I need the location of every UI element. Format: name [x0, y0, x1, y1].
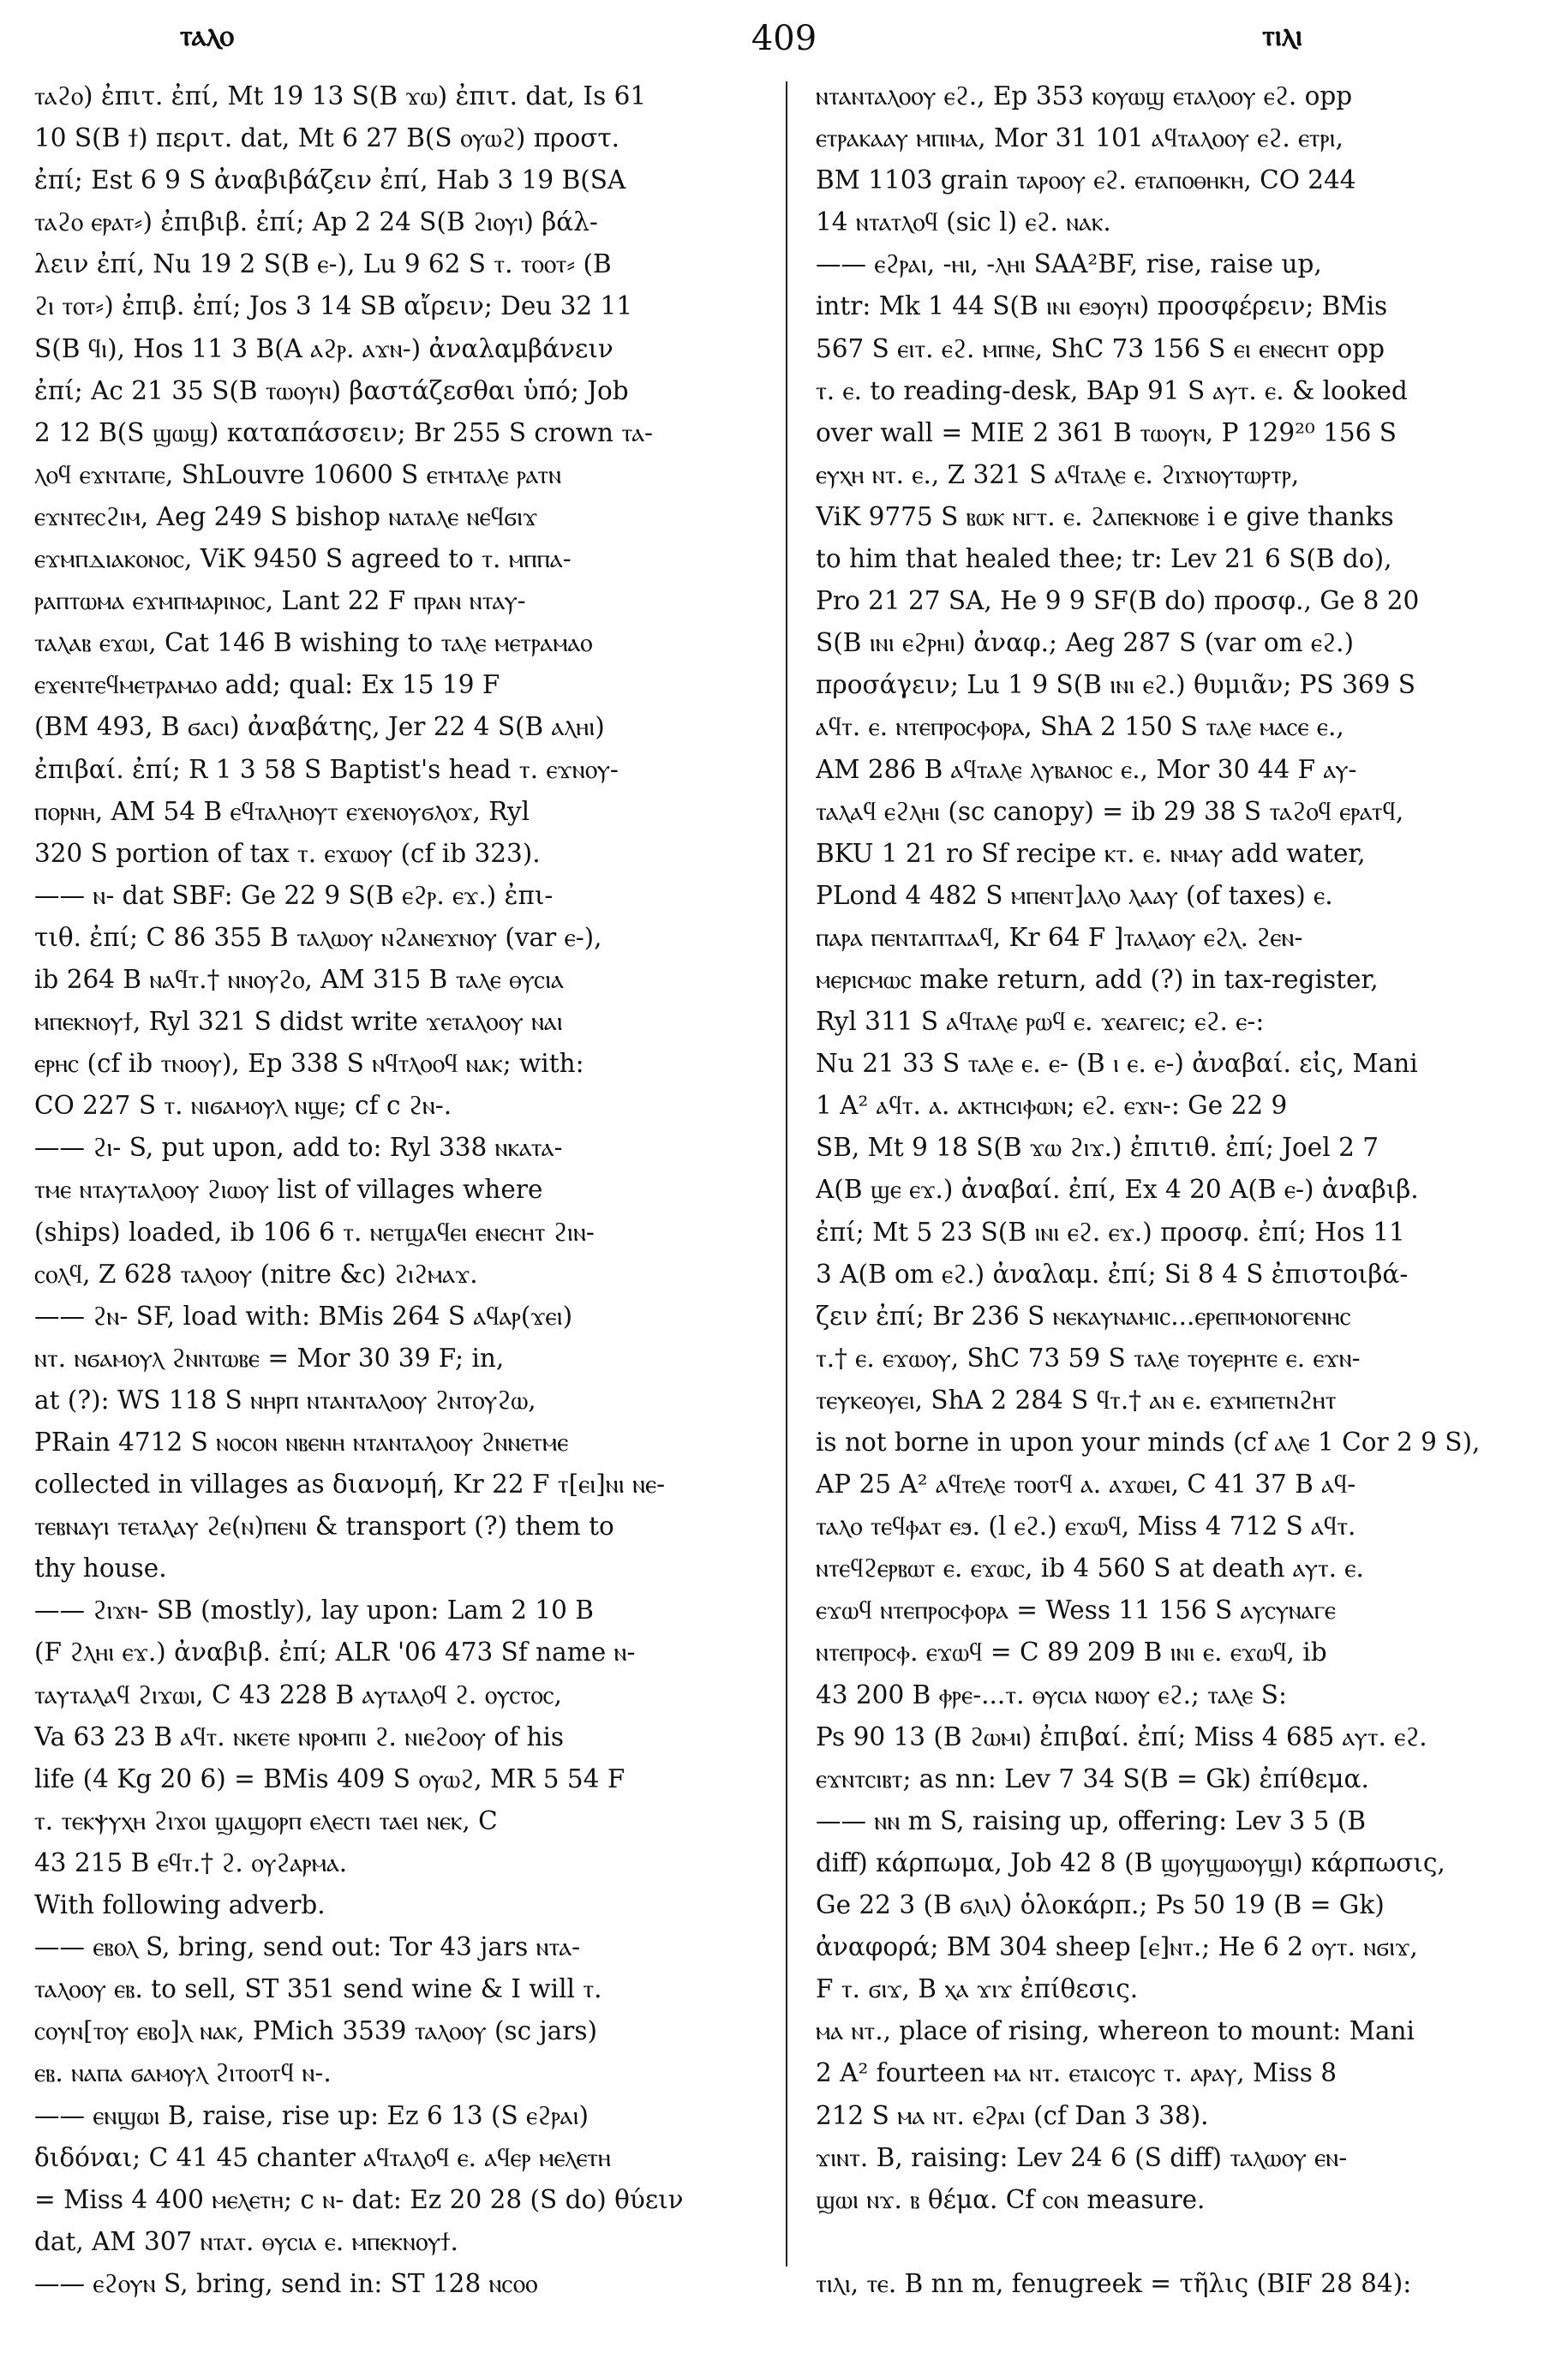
text-line: ⲙⲡⲉⲕⲛⲟⲩϯ, Ryl 321 S didst write ϫⲉⲧⲁⲗⲟⲟⲩ ⲛⲁⲓ	[34, 1007, 563, 1037]
text-line: —— ⲛⲛ m S, raising up, offering: Lev 3 5 (B	[816, 1805, 1367, 1835]
text-line: ⲉⲣⲏⲥ (cf ib ⲧⲛⲟⲟⲩ), Ep 338 S ⲛϥⲧⲗⲟⲟϥ ⲛⲁⲕ; with:	[34, 1049, 584, 1079]
text-line: Ge 22 3 (B ϭⲗⲓⲗ) ὁλοκάρπ.; Ps 50 19 (B = Gk)	[816, 1890, 1385, 1920]
text-line	[816, 2221, 1544, 2263]
text-line: intr: Mk 1 44 S(B ⲓⲛⲓ ⲉϧⲟⲩⲛ) προσφέρειν; BMis	[816, 291, 1388, 321]
text-line: 43 200 B ⲫⲣⲉ-...ⲧ. ⲑⲩⲥⲓⲁ ⲛⲱⲟⲩ ⲉϩ.; ⲧⲁⲗⲉ S:	[816, 1679, 1287, 1709]
text-line: Ps 90 13 (B ϩⲱⲙⲓ) ἐπιβαί. ἐπί; Miss 4 685 ⲁⲩⲧ. ⲉϩ.	[816, 1721, 1427, 1751]
text-line: (BM 493, B ϭⲁⲥⲓ) ἀναβάτης, Jer 22 4 S(B ⲁⲗⲏⲓ)	[34, 712, 605, 742]
text-line: ἐπιβαί. ἐπί; R 1 3 58 S Baptist's head ⲧ. ⲉϫⲛⲟⲩ-	[34, 754, 619, 784]
text-line: Nu 21 33 S ⲧⲁⲗⲉ ⲉ. ⲉ- (B ⲓ ⲉ. ⲉ-) ἀναβαί. εἰς, Mani	[816, 1049, 1418, 1079]
text-line: Va 63 23 B ⲁϥⲧ. ⲛⲕⲉⲧⲉ ⲛⲣⲟⲙⲡⲓ ϩ. ⲛⲓⲉϩⲟⲟⲩ of his	[34, 1721, 565, 1751]
text-line: 10 S(B ϯ) περιτ. dat, Mt 6 27 B(S ⲟⲩⲱϩ) προστ.	[34, 123, 620, 153]
text-line: ⲧⲁⲗⲁϥ ⲉϩⲗⲏⲓ (sc canopy) = ib 29 38 S ⲧⲁϩⲟϥ ⲉⲣⲁⲧϥ,	[816, 796, 1404, 826]
text-line: 14 ⲛⲧⲁⲧⲗⲟϥ (sic l) ⲉϩ. ⲛⲁⲕ.	[816, 207, 1111, 237]
text-line: 1 A² ⲁϥⲧ. ⲁ. ⲁⲕⲧⲏⲥⲓⲫⲱⲛ; ⲉϩ. ⲉϫⲛ-: Ge 22 9	[816, 1091, 1288, 1121]
page-header	[43, 10, 1525, 70]
text-line: PRain 4712 S ⲛⲟⲥⲟⲛ ⲛⲃⲉⲛⲏ ⲛⲧⲁⲛⲧⲁⲗⲟⲟⲩ ϩⲛⲛⲉⲧⲙⲉ	[34, 1428, 569, 1457]
text-line: AM 286 B ⲁϥⲧⲁⲗⲉ ⲗⲩⲃⲁⲛⲟⲥ ⲉ., Mor 30 44 F ⲁⲩ-	[816, 754, 1357, 784]
text-line: ⲉϫⲛⲧⲉⲥϩⲓⲙ, Aeg 249 S bishop ⲛⲁⲧⲁⲗⲉ ⲛⲉϥϭⲓϫ	[34, 501, 538, 531]
text-line: ⲧⲁⲩⲧⲁⲗⲁϥ ϩⲓϫⲱⲓ, C 43 228 B ⲁⲩⲧⲁⲗⲟϥ ϩ. ⲟⲩⲥⲧⲟⲥ,	[34, 1679, 562, 1709]
right-column	[816, 75, 1544, 2346]
text-line: —— ⲉϩⲣⲁⲓ, -ⲏⲓ, -ⲗⲏⲓ SAA²BF, rise, raise up,	[816, 249, 1322, 279]
text-line: 2 A² fourteen ⲙⲁ ⲛⲧ. ⲉⲧⲁⲓⲥⲟⲩⲥ ⲧ. ⲁⲣⲁⲩ, Miss 8	[816, 2058, 1338, 2088]
text-line: ⲡⲟⲣⲛⲏ, AM 54 B ⲉϥⲧⲁⲗⲏⲟⲩⲧ ⲉϫⲉⲛⲟⲩϭⲗⲟϫ, Ryl	[34, 796, 530, 826]
text-line: BM 1103 grain ⲧⲁⲣⲟⲟⲩ ⲉϩ. ⲉⲧⲁⲡⲟⲑⲏⲕⲏ, CO 244	[816, 165, 1356, 195]
text-line: = Miss 4 400 ⲙⲉⲗⲉⲧⲏ; c ⲛ- dat: Ez 20 28 (S do) θύειν	[34, 2184, 684, 2214]
text-line: ⲧⲁⲗⲁⲃ ⲉϫⲱⲓ, Cat 146 B wishing to ⲧⲁⲗⲉ ⲙⲉⲧⲣⲁⲙⲁⲟ	[34, 628, 593, 658]
text-line: ζειν ἐπί; Br 236 S ⲛⲉⲕⲁⲩⲛⲁⲙⲓⲥ...ⲉⲣⲉⲡⲙⲟⲛⲟⲅⲉⲛⲏⲥ	[816, 1301, 1351, 1331]
text-line: ⲧ.† ⲉ. ⲉϫⲱⲟⲩ, ShC 73 59 S ⲧⲁⲗⲉ ⲧⲟⲩⲉⲣⲏⲧⲉ ⲉ. ⲉϫⲛ-	[816, 1343, 1361, 1373]
text-line: ἐπί; Est 6 9 S ἀναβιβάζειν ἐπί, Hab 3 19 B(SA	[34, 165, 626, 195]
text-line: (F ϩⲗⲏⲓ ⲉϫ.) ἀναβιβ. ἐπί; ALR '06 473 Sf name ⲛ-	[34, 1638, 636, 1667]
text-line: With following adverb.	[34, 1890, 326, 1920]
text-line: life (4 Kg 20 6) = BMis 409 S ⲟⲩⲱϩ, MR 5 54 F	[34, 1763, 625, 1793]
text-line: —— ⲉⲃⲟⲗ S, bring, send out: Tor 43 jars ⲛⲧⲁ-	[34, 1932, 581, 1962]
running-head-right: ⲧⲓⲗⲓ	[1262, 19, 1302, 53]
text-line: ⲛⲧⲁⲛⲧⲁⲗⲟⲟⲩ ⲉϩ., Ep 353 ⲕⲟⲩⲱϣ ⲉⲧⲁⲗⲟⲟⲩ ⲉϩ. opp	[816, 81, 1353, 111]
text-line: CO 227 S ⲧ. ⲛⲓϭⲁⲙⲟⲩⲗ ⲛϣⲉ; cf c ϩⲛ-.	[34, 1091, 452, 1121]
text-line: ⲉϫⲙⲡⲇⲓⲁⲕⲟⲛⲟⲥ, ViK 9450 S agreed to ⲧ. ⲙⲡⲡⲁ-	[34, 544, 572, 574]
text-line: over wall = MIE 2 361 B ⲧⲱⲟⲩⲛ, P 129²⁰ 156 S	[816, 417, 1397, 447]
text-line: ⲉⲃ. ⲛⲁⲡⲁ ϭⲁⲙⲟⲩⲗ ϩⲓⲧⲟⲟⲧϥ ⲛ-.	[34, 2058, 332, 2088]
text-line: ⲉⲧⲣⲁⲕⲁⲁⲩ ⲙⲡⲓⲙⲁ, Mor 31 101 ⲁϥⲧⲁⲗⲟⲟⲩ ⲉϩ. ⲉⲧⲣⲓ,	[816, 123, 1344, 153]
running-head-left: ⲧⲁⲗⲟ	[180, 19, 234, 53]
text-line: AP 25 A² ⲁϥⲧⲉⲗⲉ ⲧⲟⲟⲧϥ ⲁ. ⲁϫⲱⲉⲓ, C 41 37 B ⲁϥ-	[816, 1470, 1356, 1500]
text-line: collected in villages as διανομή, Kr 22 F ⲧ[ⲉⲓ]ⲛⲓ ⲛⲉ-	[34, 1470, 666, 1500]
text-line: ⲛⲧ. ⲛϭⲁⲙⲟⲩⲗ ϩⲛⲛⲧⲱⲃⲉ = Mor 30 39 F; in,	[34, 1343, 505, 1373]
text-line: F ⲧ. ϭⲓϫ, B ⲭⲁ ϫⲓϫ ἐπίθεσις.	[816, 1974, 1139, 2004]
text-line: ⲥⲟⲗϥ, Z 628 ⲧⲁⲗⲟⲟⲩ (nitre &c) ϩⲓϩⲙⲁϫ.	[34, 1259, 478, 1289]
text-line: 320 S portion of tax ⲧ. ⲉϫⲱⲟⲩ (cf ib 323).	[34, 838, 541, 868]
text-line: 43 215 B ⲉϥⲧ.† ϩ. ⲟⲩϩⲁⲣⲙⲁ.	[34, 1847, 348, 1877]
text-line: ⲧ. ⲉ. to reading-desk, BAp 91 S ⲁⲩⲧ. ⲉ. & looked	[816, 375, 1408, 405]
text-line: dat, AM 307 ⲛⲧⲁⲧ. ⲑⲩⲥⲓⲁ ⲉ. ⲙⲡⲉⲕⲛⲟⲩϯ.	[34, 2226, 458, 2256]
text-line: —— ϩⲓ- S, put upon, add to: Ryl 338 ⲛⲕⲁⲧⲁ-	[34, 1133, 563, 1163]
text-line: ⲧⲙⲉ ⲛⲧⲁⲩⲧⲁⲗⲟⲟⲩ ϩⲓⲱⲟⲩ list of villages where	[34, 1175, 543, 1205]
text-line: ⲧⲁϩⲟ ⲉⲣⲁⲧ⸗) ἐπιβιβ. ἐπί; Ap 2 24 S(B ϩⲓⲟⲩⲓ) βάλ-	[34, 207, 598, 237]
text-line: ib 264 B ⲛⲁϥⲧ.† ⲛⲛⲟⲩϩⲟ, AM 315 B ⲧⲁⲗⲉ ⲑⲩⲥⲓⲁ	[34, 964, 564, 994]
text-line: ἐπί; Ac 21 35 S(B ⲧⲱⲟⲩⲛ) βαστάζεσθαι ὑπό; Job	[34, 375, 629, 405]
text-line: ⲉϫⲱϥ ⲛⲧⲉⲡⲣⲟⲥⲫⲟⲣⲁ = Wess 11 156 S ⲁⲩⲥⲩⲛⲁⲅⲉ	[816, 1596, 1337, 1626]
text-line: ἀναφορά; BM 304 sheep [ⲉ]ⲛⲧ.; He 6 2 ⲟⲩⲧ. ⲛϭⲓϫ,	[816, 1932, 1418, 1962]
text-line: ⲥⲟⲩⲛ[ⲧⲟⲩ ⲉⲃⲟ]ⲗ ⲛⲁⲕ, PMich 3539 ⲧⲁⲗⲟⲟⲩ (sc jars)	[34, 2016, 597, 2046]
text-line: ϫⲓⲛⲧ. B, raising: Lev 24 6 (S diff) ⲧⲁⲗⲱⲟⲩ ⲉⲛ-	[816, 2142, 1348, 2172]
text-line: at (?): WS 118 S ⲛⲏⲣⲡ ⲛⲧⲁⲛⲧⲁⲗⲟⲟⲩ ϩⲛⲧⲟⲩϩⲱ,	[34, 1385, 536, 1415]
text-line: thy house.	[34, 1554, 167, 1584]
text-line: ⲧⲉⲃⲛⲁⲩⲓ ⲧⲉⲧⲁⲗⲁⲩ ϩⲉ(ⲛ)ⲡⲉⲛⲓ & transport (?) them to	[34, 1512, 614, 1542]
text-line: 212 S ⲙⲁ ⲛⲧ. ⲉϩⲣⲁⲓ (cf Dan 3 38).	[816, 2100, 1209, 2130]
text-line: BKU 1 21 ro Sf recipe ⲕⲧ. ⲉ. ⲛⲙⲁⲩ add water,	[816, 838, 1366, 868]
text-line: is not borne in upon your minds (cf ⲁⲗⲉ 1 Cor 2 9 S),	[816, 1428, 1481, 1457]
text-line: —— ϩⲛ- SF, load with: BMis 264 S ⲁϥⲁⲣ(ϫⲉⲓ)	[34, 1301, 573, 1331]
text-line: ⲣⲁⲡⲧⲱⲙⲁ ⲉϫⲙⲡⲙⲁⲣⲓⲛⲟⲥ, Lant 22 F ⲡⲣⲁⲛ ⲛⲧⲁⲩ-	[34, 586, 526, 616]
text-line: ⲧⲁϩⲟ) ἐπιτ. ἐπί, Mt 19 13 S(B ϫⲱ) ἐπιτ. dat, Is 61	[34, 81, 647, 111]
left-column	[34, 75, 771, 2346]
text-line: λειν ἐπί, Nu 19 2 S(B ⲉ-), Lu 9 62 S ⲧ. ⲧⲟⲟⲧ⸗ (B	[34, 249, 612, 279]
text-line: διδόναι; C 41 45 chanter ⲁϥⲧⲁⲗⲟϥ ⲉ. ⲁϥⲉⲣ ⲙⲉⲗⲉⲧⲏ	[34, 2142, 611, 2172]
text-line: ⲛⲧⲉϥϩⲉⲣⲃⲱⲧ ⲉ. ⲉϫⲱⲥ, ib 4 560 S at death ⲁⲩⲧ. ⲉ.	[816, 1554, 1364, 1584]
text-line: ἐπί; Mt 5 23 S(B ⲓⲛⲓ ⲉϩ. ⲉϫ.) προσφ. ἐπί; Hos 11	[816, 1217, 1405, 1247]
text-line: ⲁϥⲧ. ⲉ. ⲛⲧⲉⲡⲣⲟⲥⲫⲟⲣⲁ, ShA 2 150 S ⲧⲁⲗⲉ ⲙⲁⲥⲉ ⲉ.,	[816, 712, 1344, 742]
text-line: PLond 4 482 S ⲙⲡⲉⲛⲧ]ⲁⲗⲟ ⲗⲁⲁⲩ (of taxes) ⲉ.	[816, 880, 1333, 910]
text-line: ⲉϫⲉⲛⲧⲉϥⲙⲉⲧⲣⲁⲙⲁⲟ add; qual: Ex 15 19 F	[34, 670, 500, 700]
page-number: 409	[751, 19, 817, 58]
text-line: —— ϩⲓϫⲛ- SB (mostly), lay upon: Lam 2 10 B	[34, 1596, 594, 1626]
text-line: Ryl 311 S ⲁϥⲧⲁⲗⲉ ⲣⲱϥ ⲉ. ϫⲉⲁⲅⲉⲓⲥ; ⲉϩ. ⲉ-:	[816, 1007, 1265, 1037]
text-line: ⲉⲩⲭⲏ ⲛⲧ. ⲉ., Z 321 S ⲁϥⲧⲁⲗⲉ ⲉ. ϩⲓϫⲛⲟⲩⲧⲱⲣⲧⲣ,	[816, 459, 1300, 489]
text-line: ⲧⲁⲗⲟⲟⲩ ⲉⲃ. to sell, ST 351 send wine & I will ⲧ.	[34, 1974, 602, 2004]
text-line: 3 A(B om ⲉϩ.) ἀναλαμ. ἐπί; Si 8 4 S ἐπιστοιβά-	[816, 1259, 1409, 1289]
text-line: ϩⲓ ⲧⲟⲧ⸗) ἐπιβ. ἐπί; Jos 3 14 SB αἴρειν; Deu 32 11	[34, 291, 633, 321]
text-line: to him that healed thee; tr: Lev 21 6 S(B do),	[816, 544, 1392, 574]
text-line: diff) κάρπωμα, Job 42 8 (B ϣⲟⲩϣⲱⲟⲩϣⲓ) κάρπωσις,	[816, 1847, 1445, 1877]
text-line: 2 12 B(S ϣⲱϣ) καταπάσσειν; Br 255 S crown ⲧⲁ-	[34, 417, 654, 447]
text-line: S(B ϥⲓ), Hos 11 3 B(A ⲁϩⲣ. ⲁϫⲛ-) ἀναλαμβάνειν	[34, 333, 613, 363]
text-line: προσάγειν; Lu 1 9 S(B ⲓⲛⲓ ⲉϩ.) θυμιᾶν; PS 369 S	[816, 670, 1415, 700]
text-line: ⲗⲟϥ ⲉϫⲛⲧⲁⲡⲉ, ShLouvre 10600 S ⲉⲧⲙⲧⲁⲗⲉ ⲣⲁⲧⲛ	[34, 459, 562, 489]
text-line: ⲙⲉⲣⲓⲥⲙⲱⲥ make return, add (?) in tax-register,	[816, 964, 1379, 994]
text-line: ⲧⲓⲗⲓ, ⲧⲉ. B nn m, fenugreek = τῆλις (BIF 28 84):	[816, 2268, 1412, 2298]
text-line: ⲙⲁ ⲛⲧ., place of rising, whereon to mount: Mani	[816, 2016, 1415, 2046]
text-line: Pro 21 27 SA, He 9 9 SF(B do) προσφ., Ge 8 20	[816, 586, 1420, 616]
text-line: τιθ. ἐπί; C 86 355 B ⲧⲁⲗⲱⲟⲩ ⲛϩⲁⲛⲉϫⲛⲟⲩ (var ⲉ-),	[34, 922, 602, 952]
text-line: —— ⲛ- dat SBF: Ge 22 9 S(B ⲉϩⲣ. ⲉϫ.) ἐπι-	[34, 880, 554, 910]
text-line: —— ⲉⲛϣⲱⲓ B, raise, rise up: Ez 6 13 (S ⲉϩⲣⲁⲓ)	[34, 2100, 589, 2130]
text-line: ⲡⲁⲣⲁ ⲡⲉⲛⲧⲁⲡⲧⲁⲁϥ, Kr 64 F ]ⲧⲁⲗⲁⲟⲩ ⲉϩⲗ. ϩⲉⲛ-	[816, 922, 1303, 952]
text-line: ϣⲱⲓ ⲛϫ. ⲃ θέμα. Cf ⲥⲟⲛ measure.	[816, 2184, 1206, 2214]
text-line: 567 S ⲉⲓⲧ. ⲉϩ. ⲙⲡⲛⲉ, ShC 73 156 S ⲉⲓ ⲉⲛⲉⲥⲏⲧ opp	[816, 333, 1385, 363]
text-line: (ships) loaded, ib 106 6 ⲧ. ⲛⲉⲧϣⲁϥⲉⲓ ⲉⲛⲉⲥⲏⲧ ϩⲓⲛ-	[34, 1217, 595, 1247]
text-line: S(B ⲓⲛⲓ ⲉϩⲣⲏⲓ) ἀναφ.; Aeg 287 S (var om ⲉϩ.)	[816, 628, 1354, 658]
text-line: —— ⲉϩⲟⲩⲛ S, bring, send in: ST 128 ⲛⲥⲟⲟ	[34, 2268, 538, 2298]
text-line: ⲧⲁⲗⲟ ⲧⲉϥⲫⲁⲧ ⲉϧ. (l ⲉϩ.) ⲉϫⲱϥ, Miss 4 712 S ⲁϥⲧ.	[816, 1512, 1356, 1542]
text-line: ⲉϫⲛⲧⲥⲓⲃⲧ; as nn: Lev 7 34 S(B = Gk) ἐπίθεμα.	[816, 1763, 1369, 1793]
text-line: ViK 9775 S ⲃⲱⲕ ⲛⲅⲧ. ⲉ. ϩⲁⲡⲉⲕⲛⲟⲃⲉ i e give thanks	[816, 501, 1394, 531]
text-line: SB, Mt 9 18 S(B ϫⲱ ϩⲓϫ.) ἐπιτιθ. ἐπί; Joel 2 7	[816, 1133, 1379, 1163]
column-divider	[786, 81, 787, 2266]
text-line: ⲧ. ⲧⲉⲕⲯⲩⲭⲏ ϩⲓϫⲟⲓ ϣⲁϣⲟⲣⲡ ⲉⲗⲉⲥⲧⲓ ⲧⲁⲉⲓ ⲛⲉⲕ, C	[34, 1805, 498, 1835]
text-line: ⲧⲉⲩⲕⲉⲟⲩⲉⲓ, ShA 2 284 S ϥⲧ.† ⲁⲛ ⲉ. ⲉϫⲙⲡⲉⲧⲛϩⲏⲧ	[816, 1385, 1337, 1415]
text-line: A(B ϣⲉ ⲉϫ.) ἀναβαί. ἐπί, Ex 4 20 A(B ⲉ-) ἀναβιβ.	[816, 1175, 1419, 1205]
text-line: ⲛⲧⲉⲡⲣⲟⲥⲫ. ⲉϫⲱϥ = C 89 209 B ⲓⲛⲓ ⲉ. ⲉϫⲱϥ, ib	[816, 1638, 1327, 1667]
